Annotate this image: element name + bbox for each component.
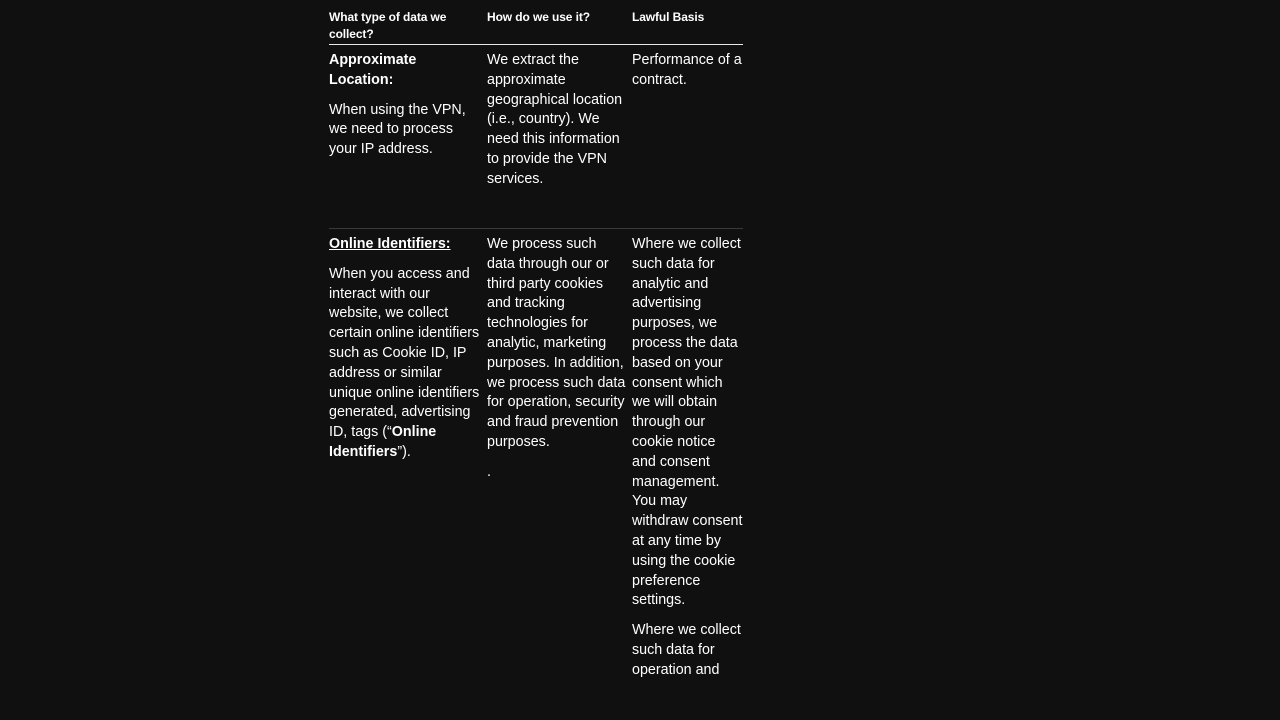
lawful-basis-text: Performance of a contract. (632, 52, 742, 88)
lawful-basis-text-continued: Where we collect such data for operation and (632, 622, 741, 678)
data-type-text: When using the VPN, we need to process your IP address. (329, 101, 466, 158)
header-data-type: What type of data we collect? (329, 10, 447, 41)
usage-cell (487, 51, 632, 228)
table-header-row (329, 9, 743, 45)
header-lawful-basis: Lawful Basis (632, 10, 705, 24)
table-row (329, 229, 743, 691)
lawful-basis-cell (632, 235, 743, 691)
lawful-basis-cell (632, 51, 743, 228)
lawful-basis-text: Where we collect such data for analytic and advertising purposes, we process the data based on your consent which we will obtain through our cookie notice and consent management. You may withdraw consent at any time by using the cookie preference settings. (632, 236, 743, 609)
usage-trailing-dot: . (487, 463, 491, 480)
table-row (329, 45, 743, 229)
header-usage: How do we use it? (487, 10, 590, 24)
usage-text: We extract the approximate geographical location (i.e., country). We need this information to provide the VPN services. (487, 52, 623, 187)
data-type-cell (329, 51, 487, 228)
usage-text: We process such data through our or third party cookies and tracking technologies for analytic, marketing purposes. In addition, we process such data for operation, security and fraud prevention purposes. (487, 236, 626, 450)
usage-cell (487, 235, 632, 691)
data-collection-table (329, 9, 743, 691)
data-type-cell (329, 235, 487, 691)
data-type-title: Approximate Location: (329, 52, 417, 88)
data-type-title: Online Identifiers: (329, 236, 451, 252)
data-type-text (329, 265, 481, 463)
data-type-text-bold: Online Identifiers (329, 424, 437, 460)
data-type-text-end: ”). (397, 443, 411, 460)
data-type-text-start: When you access and interact with our website, we collect certain online identifiers such as Cookie ID, IP address or similar unique online identifiers generated, advertising ID, tags (“ (329, 265, 480, 441)
